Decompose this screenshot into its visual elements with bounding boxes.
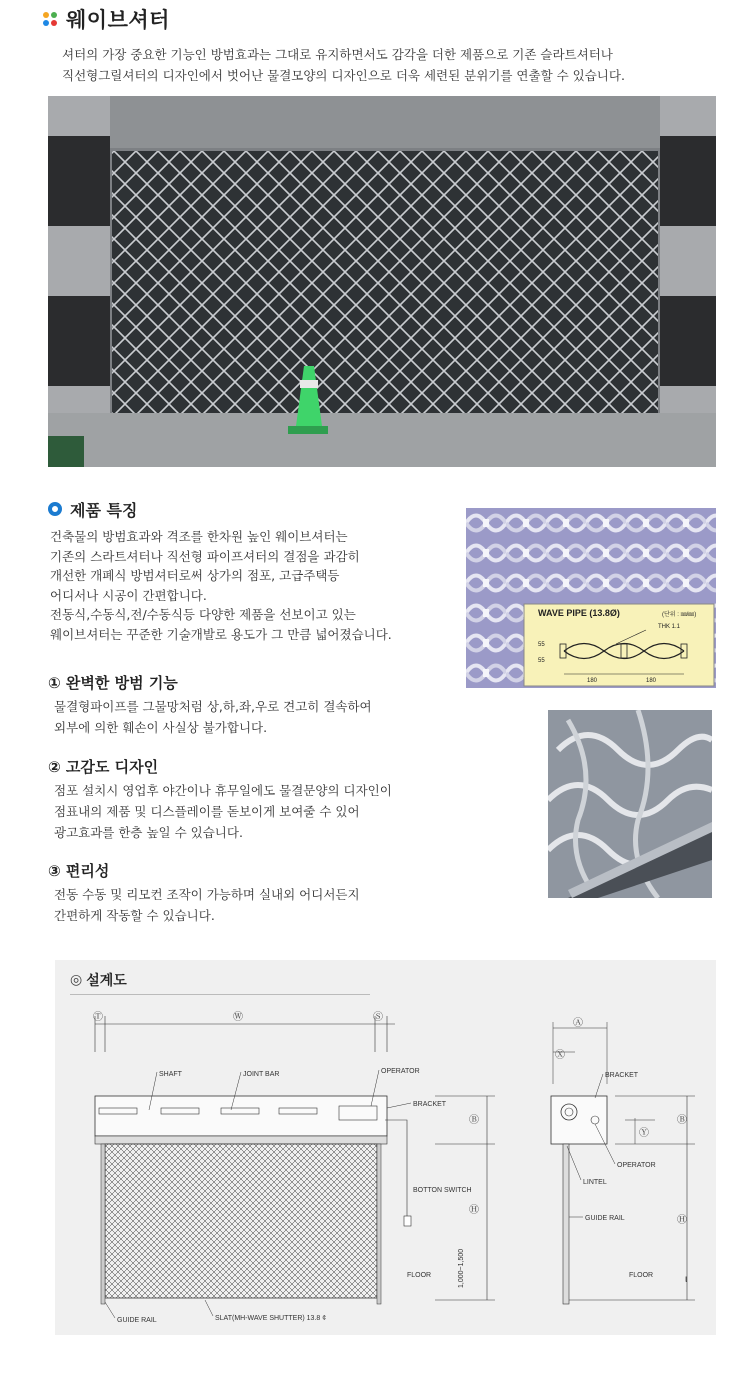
dim-x-label: Ⓧ: [555, 1050, 565, 1061]
dim-180-b: 180: [646, 678, 657, 684]
feature-line: 점포 설치시 영업후 야간이나 휴무일에도 물결문양의 디자인이: [54, 783, 392, 798]
design-title: 설계도: [86, 973, 127, 989]
feature-line: 광고효과를 한층 높일 수 있습니다.: [54, 825, 243, 840]
shaft-label: SHAFT: [159, 1071, 182, 1078]
intro-line: 직선형그릴셔터의 디자인에서 벗어난 물결모양의 디자인으로 더욱 세련된 분위기를 연출할 수 있습니다.: [62, 68, 625, 83]
features-title: 제품 특징: [70, 500, 138, 520]
wave-pipe-thk: THK 1.1: [658, 624, 681, 630]
dim-t-label: Ⓣ: [93, 1012, 103, 1023]
feature-line: 전동 수동 및 리모컨 조작이 가능하며 실내외 어디서든지: [54, 887, 360, 902]
double-circle-icon: ◎: [70, 972, 83, 988]
bracket-label: BRACKET: [413, 1101, 447, 1108]
features-line: 기존의 스라트셔터나 직선형 파이프셔터의 결점을 과감히: [50, 548, 360, 564]
operator-label: OPERATOR: [381, 1068, 420, 1075]
feature-line: 물결형파이프를 그물망처럼 상,하,좌,우로 견고히 결속하여: [54, 699, 372, 714]
dim-y-label: Ⓨ: [639, 1128, 649, 1139]
page-title: 웨이브셔터: [66, 8, 170, 32]
page-header: [40, 4, 170, 34]
botton-switch-label: BOTTON SWITCH: [413, 1187, 472, 1194]
circle-bullet-icon: [48, 502, 62, 516]
side-dim-b-label: Ⓑ: [677, 1115, 687, 1126]
feature-line: 외부에 의한 훼손이 사실상 불가합니다.: [54, 720, 268, 735]
features-line: 웨이브셔터는 꾸준한 기술개발로 용도가 그 만큼 넓어졌습니다.: [50, 626, 392, 642]
feature-heading-security: ① 완벽한 방범 기능: [48, 674, 178, 692]
wave-pipe-label: WAVE PIPE (13.8Ø): [538, 608, 620, 618]
features-line: 개선한 개폐식 방범셔터로써 상가의 점포, 고급주택등: [50, 568, 340, 583]
dim-180-a: 180: [587, 678, 598, 684]
side-guide-rail-label: GUIDE RAIL: [585, 1215, 625, 1222]
height-range-label: 1,000~1,500: [458, 1248, 465, 1288]
features-line: 어디서나 시공이 간편합니다.: [50, 587, 207, 603]
side-bracket-label: BRACKET: [605, 1072, 639, 1079]
feature-body-design: [54, 780, 392, 843]
features-header: [48, 498, 137, 520]
intro-text: [62, 44, 712, 86]
title-dots-icon: [40, 10, 60, 28]
feature-line: 간편하게 작동할 수 있습니다.: [54, 908, 215, 923]
features-description: [50, 527, 460, 644]
wave-pipe-unit: (단위 : ㎜/㎜): [662, 612, 697, 618]
feature-body-convenience: [54, 884, 360, 926]
slat-label: SLAT(MH-WAVE SHUTTER) 13.8 ¢: [215, 1315, 327, 1322]
wave-shutter-photo: [48, 96, 716, 467]
dim-w-label: Ⓦ: [233, 1012, 243, 1023]
guide-rail-label: GUIDE RAIL: [117, 1317, 157, 1324]
wave-pipe-photo: [466, 508, 716, 688]
dim-55-b: 55: [538, 658, 545, 664]
tick-mark: ι: [685, 1274, 688, 1285]
joint-detail-photo: [548, 710, 712, 898]
side-floor-label: FLOOR: [629, 1272, 654, 1279]
feature-line: 점표내의 제품 및 디스플레이를 돋보이게 보여줄 수 있어: [54, 804, 360, 819]
dim-s-label: Ⓢ: [373, 1012, 383, 1023]
dim-h-label: Ⓗ: [469, 1205, 479, 1216]
intro-line: 셔터의 가장 중요한 기능인 방범효과는 그대로 유지하면서도 감각을 더한 제품으로 기존 슬라트셔터나: [62, 47, 613, 62]
dim-a-label: Ⓐ: [573, 1018, 583, 1029]
dim-55-a: 55: [538, 642, 545, 648]
feature-heading-design: ② 고감도 디자인: [48, 758, 159, 776]
design-drawing: [55, 960, 716, 1335]
lintel-label: LINTEL: [583, 1179, 607, 1186]
feature-body-security: [54, 696, 372, 738]
dim-b-label: Ⓑ: [469, 1115, 479, 1126]
features-line: 전동식,수동식,전/수동식등 다양한 제품을 선보이고 있는: [50, 607, 356, 622]
side-operator-label: OPERATOR: [617, 1162, 656, 1169]
feature-heading-convenience: ③ 편리성: [48, 862, 110, 880]
joint-bar-label: JOINT BAR: [243, 1071, 280, 1078]
features-line: 건축물의 방범효과와 격조를 한차원 높인 웨이브셔터는: [50, 529, 348, 544]
floor-label: FLOOR: [407, 1272, 432, 1279]
design-drawing-panel: [55, 960, 716, 1335]
side-dim-h-label: Ⓗ: [677, 1215, 687, 1226]
